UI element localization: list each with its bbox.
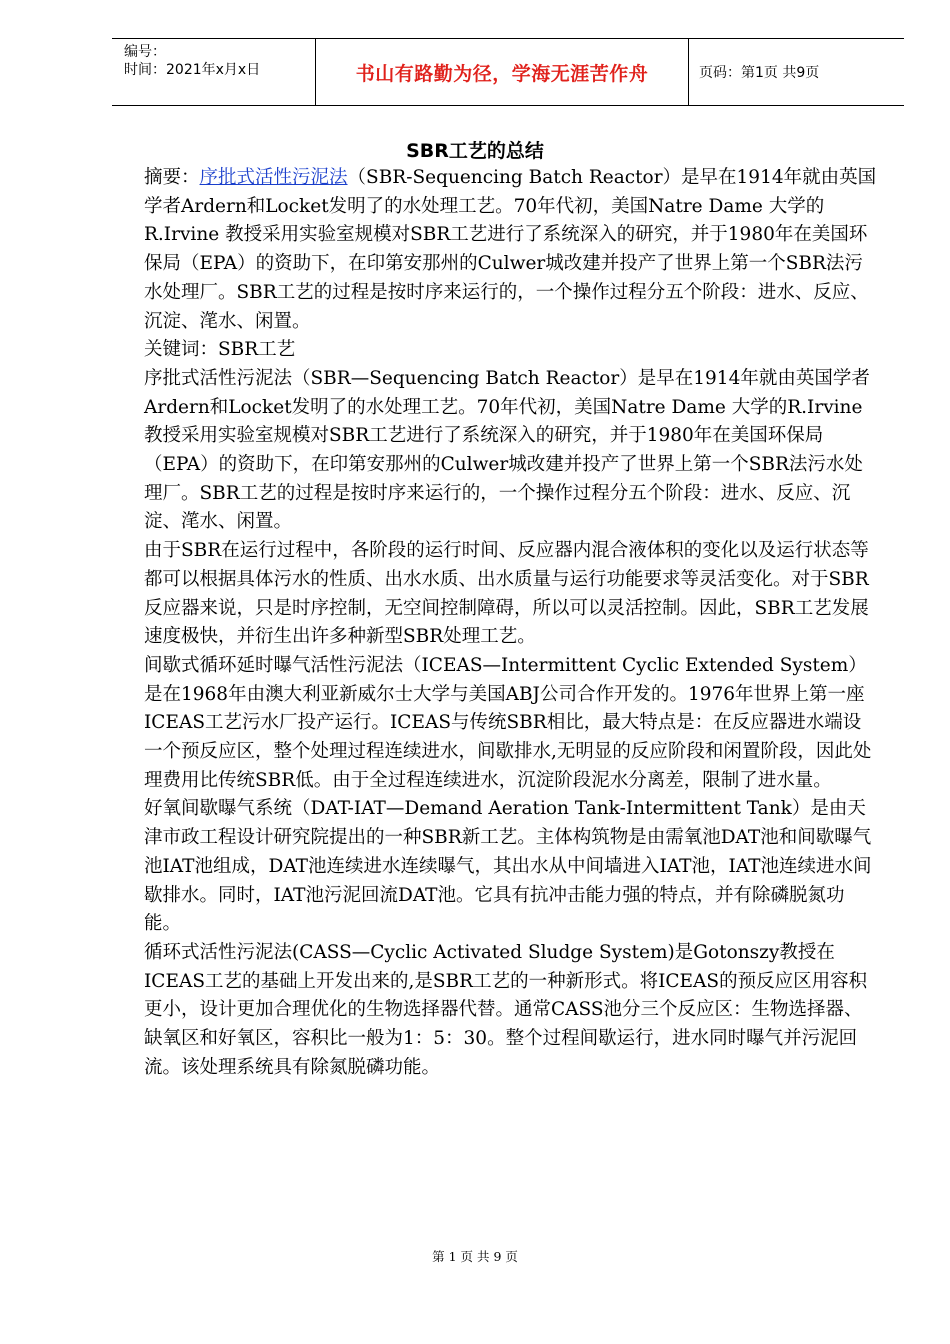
document-number-label: 编号： bbox=[124, 44, 166, 60]
body-paragraph-dat-iat: 好氧间歇曝气系统（DAT-IAT—Demand Aeration Tank-Intermittent Tank）是由天津市政工程设计研究院提出的一种SBR新工艺。主体构筑物是由需氧池DAT池和间歇曝气池IAT池组成，DAT池连续进水连续曝气，其出水从中间墙进入IAT池，IAT池连续进水间歇排水。同时，IAT池污泥回流DAT池。它具有抗冲击能力强的特点，并有除磷脱氮功能。 bbox=[144, 798, 872, 935]
body-paragraph-sbr-flexibility: 由于SBR在运行过程中，各阶段的运行时间、反应器内混合液体积的变化以及运行状态等都可以根据具体污水的性质、出水水质、出水质量与运行功能要求等灵活变化。对于SBR反应器来说，只是时序控制，无空间控制障碍，所以可以灵活控制。因此，SBR工艺发展速度极快，并衍生出许多种新型SBR处理工艺。 bbox=[144, 540, 869, 648]
header-motto: 书山有路勤为径，学海无涯苦作舟 bbox=[355, 62, 649, 85]
keywords-line: 关键词：SBR工艺 bbox=[144, 339, 296, 361]
abstract-prefix: 摘要： bbox=[144, 167, 200, 188]
abstract-link[interactable]: 序批式活性污泥法 bbox=[199, 167, 348, 188]
abstract-text: （SBR-Sequencing Batch Reactor）是早在1914年就由英国学者Ardern和Locket发明了的水处理工艺。70年代初，美国Natre Dame 大学的R.Irvine 教授采用实验室规模对SBR工艺进行了系统深入的研究，并于1980年在美国环保局（EPA）的资助下，在印第安那州的Culwer城改建并投产了世界上第一个SBR法污水处理厂。SBR工艺的过程是按时序来运行的，一个操作过程分五个阶段：进水、反应、沉淀、滗水、闲置。 bbox=[144, 167, 877, 332]
abstract-paragraph bbox=[144, 164, 879, 336]
document-title: SBR工艺的总结 bbox=[406, 140, 544, 162]
page-footer: 第 1 页 共 9 页 bbox=[432, 1249, 518, 1264]
header-page-info: 页码：第1页 共9页 bbox=[699, 65, 820, 81]
body-paragraph-cass: 循环式活性污泥法(CASS—Cyclic Activated Sludge System)是Gotonszy教授在ICEAS工艺的基础上开发出来的,是SBR工艺的一种新形式。将ICEAS的预反应区用容积更小，设计更加合理优化的生物选择器代替。通常CASS池分三个反应区：生物选择器、缺氧区和好氧区，容积比一般为1：5：30。整个过程间歇运行，进水同时曝气并污泥回流。该处理系统具有除氮脱磷功能。 bbox=[144, 941, 868, 1078]
document-header bbox=[112, 38, 904, 106]
header-meta-cell bbox=[112, 39, 316, 106]
header-motto-cell bbox=[316, 39, 689, 106]
document-time-label: 时间：2021年x月x日 bbox=[124, 62, 261, 78]
header-page-cell bbox=[689, 39, 905, 106]
body-paragraph-iceas: 间歇式循环延时曝气活性污泥法（ICEAS—Intermittent Cyclic Extended System）是在1968年由澳大利亚新威尔士大学与美国ABJ公司合作开发的。1976年世界上第一座ICEAS工艺污水厂投产运行。ICEAS与传统SBR相比，最大特点是：在反应器进水端设一个预反应区，整个处理过程连续进水，间歇排水,无明显的反应阶段和闲置阶段，因此处理费用比传统SBR低。由于全过程连续进水，沉淀阶段泥水分离差，限制了进水量。 bbox=[144, 654, 872, 791]
body-paragraph-sbr-intro: 序批式活性污泥法（SBR—Sequencing Batch Reactor）是早在1914年就由英国学者Ardern和Locket发明了的水处理工艺。70年代初，美国Natre Dame 大学的R.Irvine 教授采用实验室规模对SBR工艺进行了系统深入的研究，并于1980年在美国环保局（EPA）的资助下，在印第安那州的Culwer城改建并投产了世界上第一个SBR法污水处理厂。SBR工艺的过程是按时序来运行的，一个操作过程分五个阶段：进水、反应、沉淀、滗水、闲置。 bbox=[144, 367, 870, 533]
document-body bbox=[144, 164, 879, 1083]
